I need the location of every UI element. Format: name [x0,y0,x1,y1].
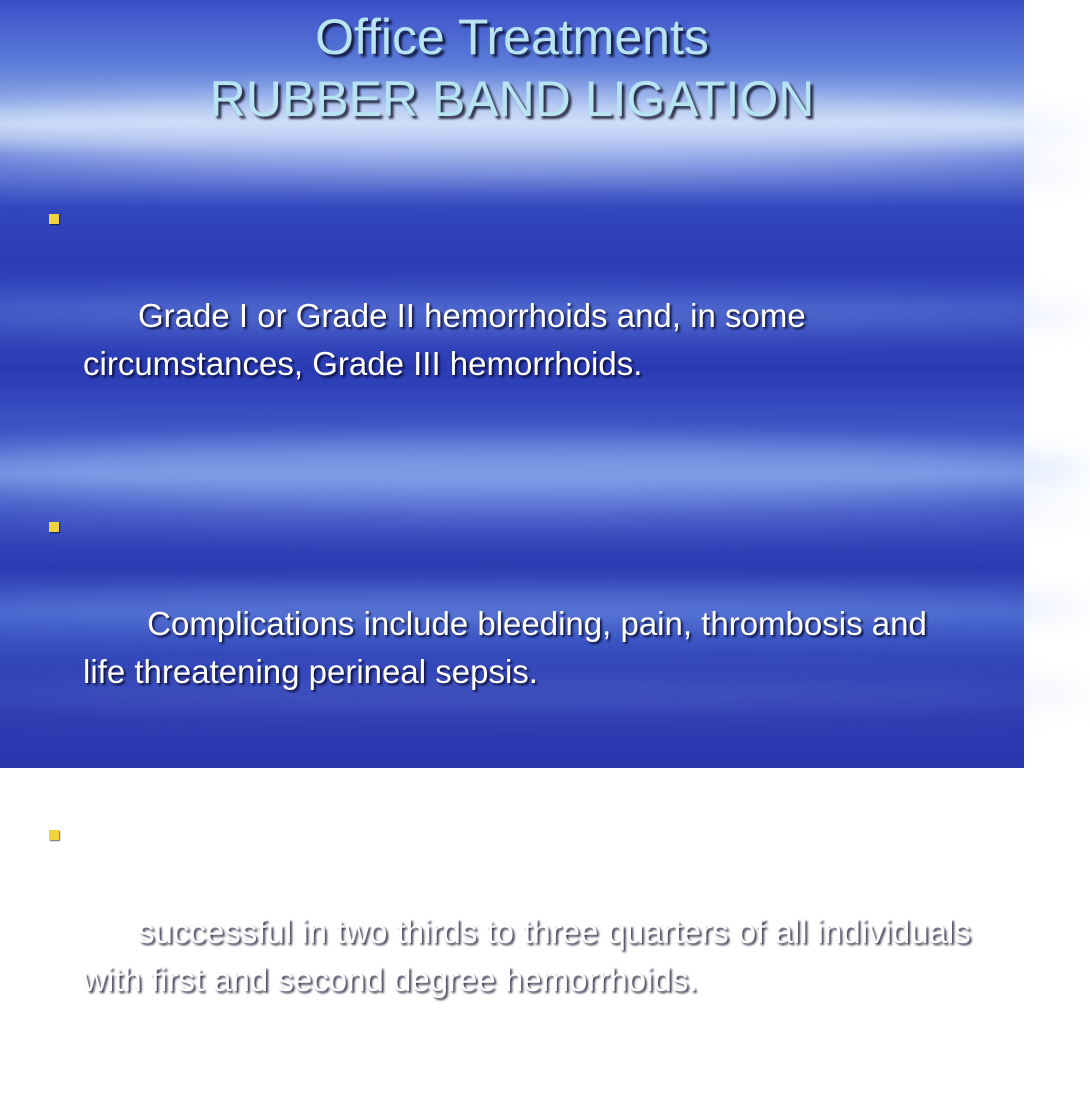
square-bullet-icon [49,522,59,532]
bullet-item [46,504,976,744]
bullet-list [46,196,980,1120]
title-line-1: Office Treatments [315,9,709,65]
title-line-2: RUBBER BAND LIGATION [209,71,815,127]
slide-title [0,6,1024,130]
square-bullet-icon [49,830,59,840]
cloud-band [0,160,1090,186]
bullet-item [46,812,980,1052]
bullet-text: Grade I or Grade II hemorrhoids and, in some circumstances, Grade III hemorrhoids. [83,297,815,382]
bullet-item [46,196,976,436]
bullet-text: successful in two thirds to three quarters of all individuals with first and second degree hemorrhoids. [83,913,980,998]
bullet-text: Complications include bleeding, pain, thrombosis and life threatening perineal sepsis. [83,605,936,690]
square-bullet-icon [49,214,59,224]
